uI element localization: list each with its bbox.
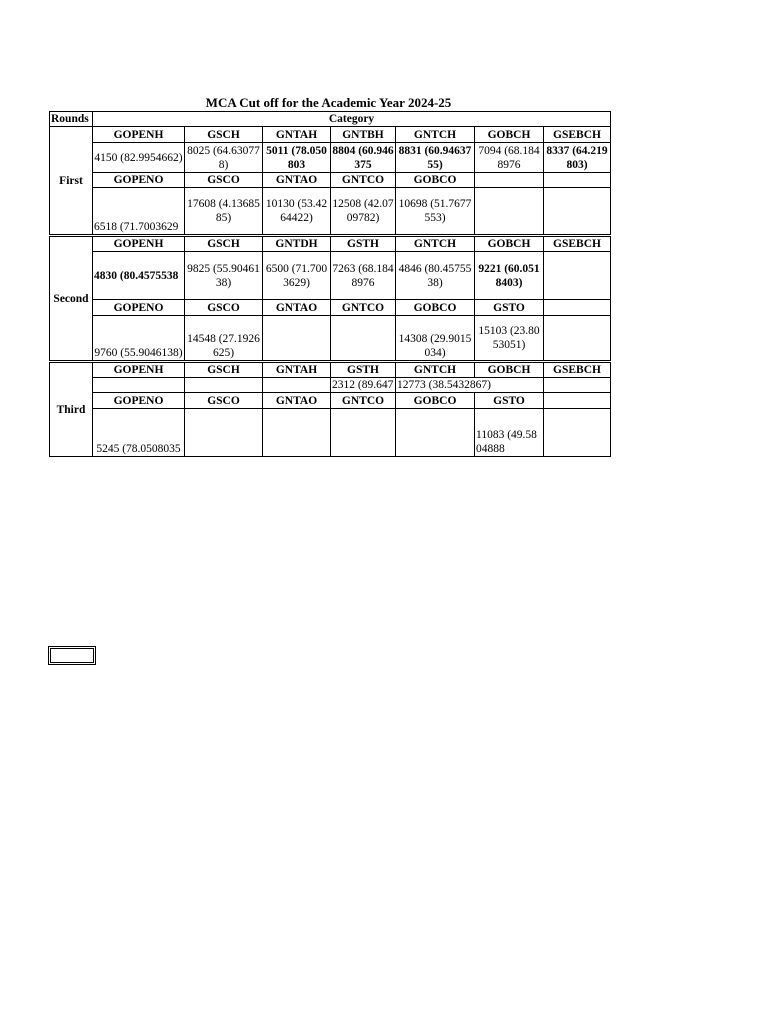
round-label-second: Second	[50, 236, 93, 362]
empty-cell	[544, 378, 611, 393]
category-cell: GSCH	[185, 127, 263, 143]
value-cell: 9760 (55.9046138)	[93, 316, 185, 362]
value-cell: 15103 (23.8053051)	[475, 316, 544, 362]
empty-cell	[475, 188, 544, 236]
empty-cell	[396, 409, 475, 457]
page-title: MCA Cut off for the Academic Year 2024-25	[205, 95, 452, 110]
category-cell: GNTCO	[331, 173, 396, 188]
empty-cell	[185, 378, 263, 393]
category-cell: GSEBCH	[544, 236, 611, 252]
table-row	[50, 188, 611, 236]
empty-cell	[544, 393, 611, 409]
value-cell: 8804 (60.946375	[332, 144, 394, 171]
table-row	[50, 143, 611, 173]
empty-cell	[93, 378, 185, 393]
value-cell: 12773 (38.5432867)	[396, 378, 544, 393]
empty-cell	[544, 316, 611, 362]
category-cell: GSTO	[475, 393, 544, 409]
category-cell: GOBCH	[475, 362, 544, 378]
table-row	[50, 173, 611, 188]
category-cell: GNTCO	[331, 300, 396, 316]
empty-cell	[185, 409, 263, 457]
category-cell: GNTCH	[396, 362, 475, 378]
category-cell: GOBCO	[396, 393, 475, 409]
category-cell: GNTCH	[396, 127, 475, 143]
value-cell: 10698 (51.7677553)	[396, 188, 475, 236]
category-cell: GSTH	[331, 236, 396, 252]
value-cell: 8831 (60.9463755)	[396, 143, 475, 173]
value-cell: 4150 (82.9954662)	[93, 143, 185, 173]
category-cell: GNTAO	[263, 300, 331, 316]
empty-cell	[263, 378, 331, 393]
category-cell: GSCO	[185, 173, 263, 188]
value-cell: 14548 (27.1926625)	[185, 316, 263, 362]
value-cell: 6518 (71.7003629	[93, 188, 185, 236]
round-label-third: Third	[50, 362, 93, 457]
value-cell: 7263 (68.1848976	[331, 252, 396, 300]
table-row	[50, 378, 611, 393]
value-cell: 5011 (78.050803	[263, 143, 331, 173]
empty-cell	[263, 316, 331, 362]
table-row	[50, 362, 611, 378]
category-cell: GOBCO	[396, 300, 475, 316]
category-cell: GNTCH	[396, 236, 475, 252]
category-cell: GSTO	[475, 300, 544, 316]
category-cell: GSEBCH	[544, 362, 611, 378]
category-cell: GSCO	[185, 393, 263, 409]
value-cell: 4830 (80.4575538	[93, 252, 185, 300]
category-cell: GOPENH	[93, 362, 185, 378]
empty-cell	[263, 409, 331, 457]
empty-box	[48, 646, 96, 665]
category-cell: GSCO	[185, 300, 263, 316]
value-cell: 14308 (29.9015034)	[396, 316, 475, 362]
value-cell: 10130 (53.4264422)	[263, 188, 331, 236]
value-cell: 8025 (64.630778)	[185, 143, 263, 173]
table-row	[50, 393, 611, 409]
value-cell: 2312 (89.647	[331, 378, 396, 393]
table-row	[50, 316, 611, 362]
category-cell: GNTCO	[331, 393, 396, 409]
table-row	[50, 252, 611, 300]
rounds-header: Rounds	[50, 112, 93, 127]
empty-cell	[544, 300, 611, 316]
round-label-first: First	[50, 127, 93, 236]
value-cell: 17608 (4.1368585)	[185, 188, 263, 236]
empty-cell	[475, 173, 544, 188]
value-cell: 11083 (49.5804888	[475, 409, 544, 457]
category-cell: GNTBH	[331, 127, 396, 143]
value-cell: 8337 (64.219803)	[544, 143, 611, 173]
category-cell: GSCH	[185, 236, 263, 252]
table-row	[50, 409, 611, 457]
category-cell: GOPENO	[93, 300, 185, 316]
category-header: Category	[93, 112, 611, 127]
category-cell: GNTDH	[263, 236, 331, 252]
cutoff-table	[49, 111, 611, 457]
category-cell: GOBCO	[396, 173, 475, 188]
value-cell: 12508 (42.0709782)	[331, 188, 396, 236]
category-cell: GOBCH	[475, 127, 544, 143]
category-cell: GOPENO	[93, 393, 185, 409]
category-cell: GOPENH	[93, 127, 185, 143]
category-cell: GOPENO	[93, 173, 185, 188]
value-cell: 6500 (71.7003629)	[263, 252, 331, 300]
category-cell: GNTAH	[263, 362, 331, 378]
category-cell: GNTAH	[263, 127, 331, 143]
empty-cell	[331, 409, 396, 457]
category-cell: GOBCH	[475, 236, 544, 252]
value-cell: 9221 (60.0518403)	[475, 252, 544, 300]
table-row	[50, 236, 611, 252]
empty-cell	[331, 316, 396, 362]
category-cell: GOPENH	[93, 236, 185, 252]
empty-cell	[544, 252, 611, 300]
value-cell: 5245 (78.0508035	[93, 409, 185, 457]
category-cell: GSCH	[185, 362, 263, 378]
table-row	[50, 300, 611, 316]
table-row	[50, 127, 611, 143]
category-cell: GNTAO	[263, 393, 331, 409]
category-cell: GSEBCH	[544, 127, 611, 143]
value-cell: 9825 (55.9046138)	[185, 252, 263, 300]
value-cell: 4846 (80.4575538)	[396, 252, 475, 300]
empty-cell	[544, 173, 611, 188]
category-cell: GNTAO	[263, 173, 331, 188]
category-cell: GSTH	[331, 362, 396, 378]
empty-cell	[544, 409, 611, 457]
empty-cell	[544, 188, 611, 236]
value-cell: 7094 (68.1848976	[475, 143, 544, 173]
